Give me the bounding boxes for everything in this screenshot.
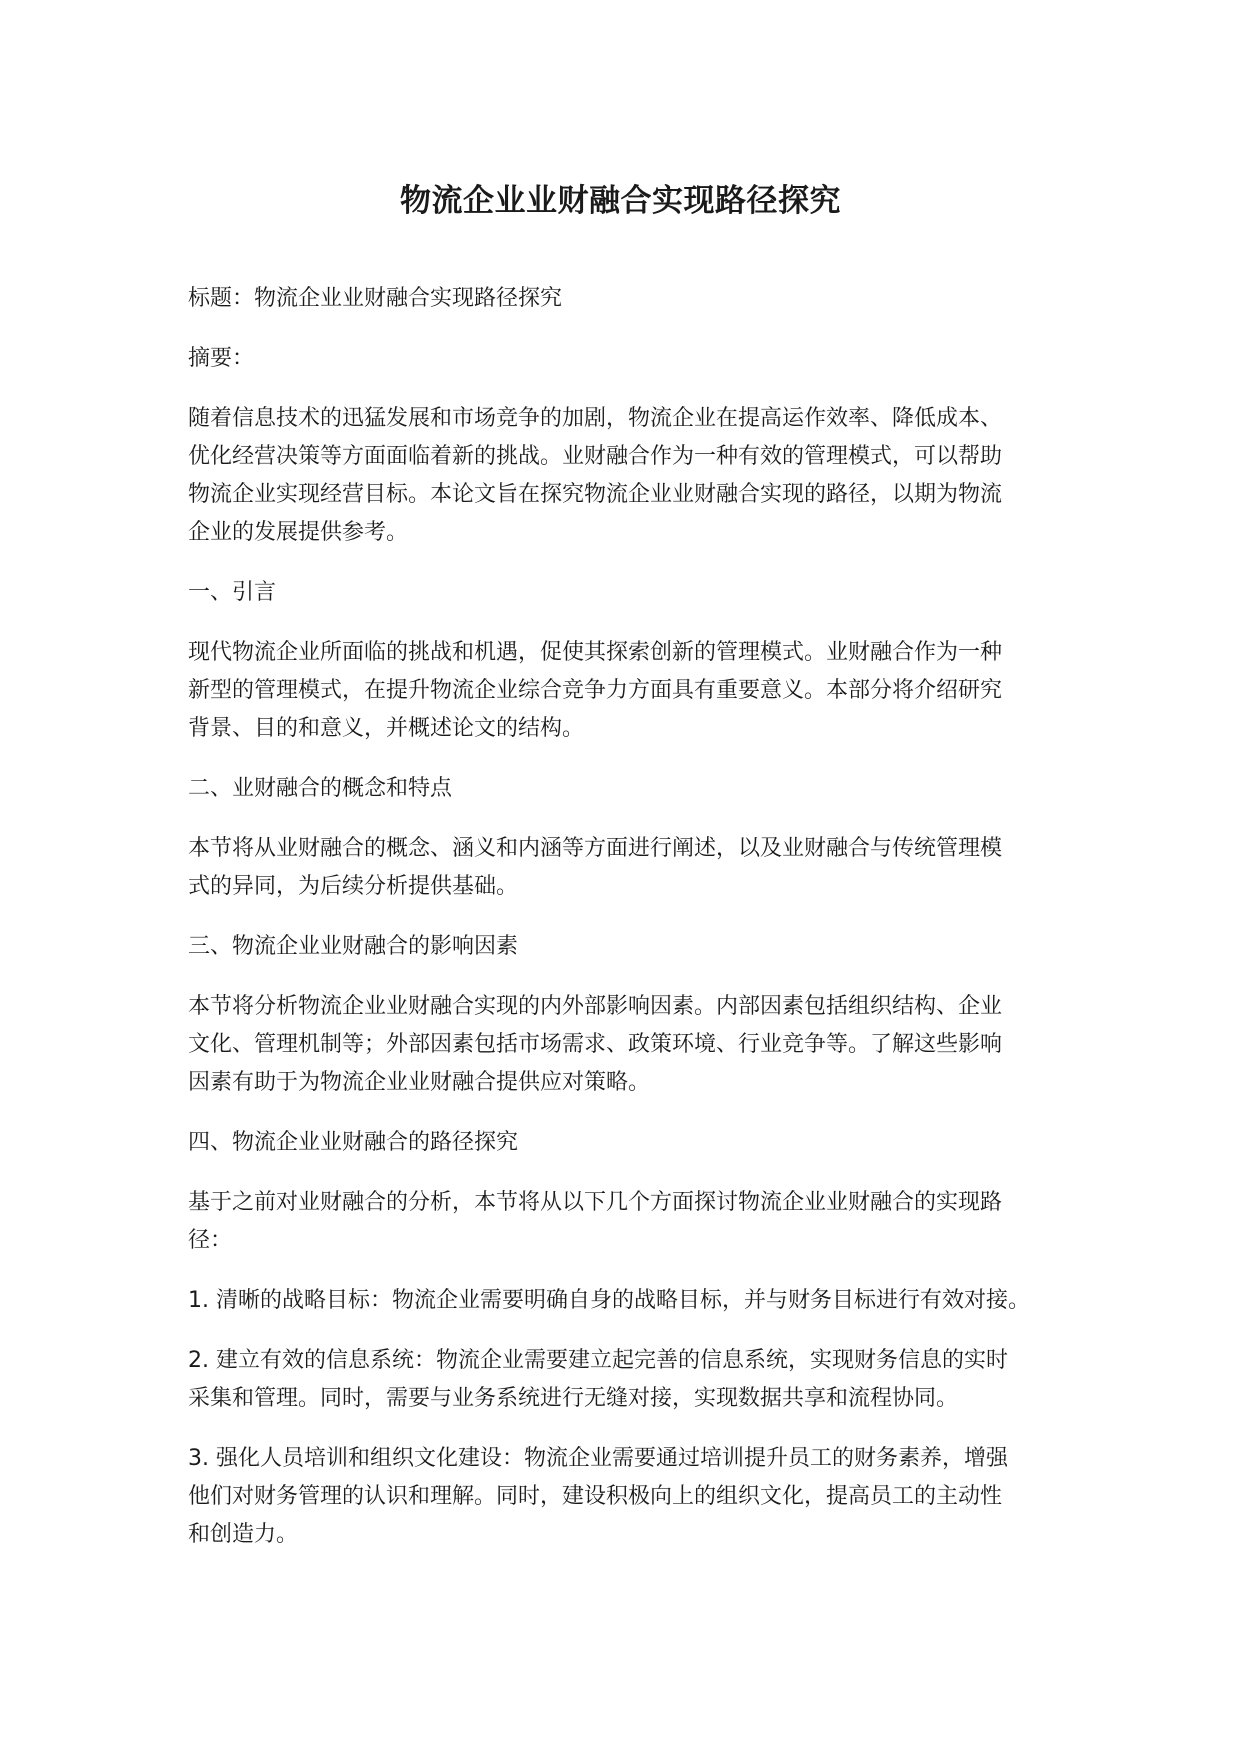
text-line: 本节将从业财融合的概念、涵义和内涵等方面进行阐述，以及业财融合与传统管理模 [188,836,1003,861]
paragraph [188,1342,1068,1418]
text-line: 式的异同，为后续分析提供基础。 [188,874,519,899]
paragraph [188,830,1068,906]
paragraph [188,400,1068,552]
text-line: 二、业财融合的概念和特点 [188,776,453,801]
paragraph [188,280,1068,318]
text-line: 基于之前对业财融合的分析，本节将从以下几个方面探讨物流企业业财融合的实现路 [188,1190,1003,1215]
text-line: 背景、目的和意义，并概述论文的结构。 [188,716,585,741]
paragraph [188,574,1068,612]
text-line: 一、引言 [188,580,277,605]
paragraph [188,1124,1068,1162]
paragraph [188,1282,1068,1320]
text-line: 新型的管理模式，在提升物流企业综合竞争力方面具有重要意义。本部分将介绍研究 [188,678,1003,703]
text-line: 文化、管理机制等；外部因素包括市场需求、政策环境、行业竞争等。了解这些影响 [188,1032,1003,1057]
text-line: 标题：物流企业业财融合实现路径探究 [188,286,563,311]
text-line: 3. 强化人员培训和组织文化建设：物流企业需要通过培训提升员工的财务素养，增强 [188,1446,1008,1471]
text-line: 采集和管理。同时，需要与业务系统进行无缝对接，实现数据共享和流程协同。 [188,1386,959,1411]
paragraph [188,770,1068,808]
paragraph [188,928,1068,966]
text-line: 物流企业实现经营目标。本论文旨在探究物流企业业财融合实现的路径，以期为物流 [188,482,1003,507]
text-line: 四、物流企业业财融合的路径探究 [188,1130,519,1155]
text-line: 和创造力。 [188,1522,299,1547]
paragraph [188,340,1068,378]
text-line: 三、物流企业业财融合的影响因素 [188,934,519,959]
text-line: 他们对财务管理的认识和理解。同时，建设积极向上的组织文化，提高员工的主动性 [188,1484,1003,1509]
document-body [188,280,1068,1576]
text-line: 优化经营决策等方面面临着新的挑战。业财融合作为一种有效的管理模式，可以帮助 [188,444,1003,469]
document-title: 物流企业业财融合实现路径探究 [400,183,841,219]
text-line: 摘要： [188,346,255,371]
text-line: 径： [188,1228,233,1253]
text-line: 本节将分析物流企业业财融合实现的内外部影响因素。内部因素包括组织结构、企业 [188,994,1003,1019]
text-line: 1. 清晰的战略目标：物流企业需要明确自身的战略目标，并与财务目标进行有效对接。 [188,1288,1030,1313]
text-line: 企业的发展提供参考。 [188,520,409,545]
text-line: 现代物流企业所面临的挑战和机遇，促使其探索创新的管理模式。业财融合作为一种 [188,640,1003,665]
paragraph [188,988,1068,1102]
paragraph [188,1440,1068,1554]
text-line: 2. 建立有效的信息系统：物流企业需要建立起完善的信息系统，实现财务信息的实时 [188,1348,1008,1373]
text-line: 因素有助于为物流企业业财融合提供应对策略。 [188,1070,651,1095]
text-line: 随着信息技术的迅猛发展和市场竞争的加剧，物流企业在提高运作效率、降低成本、 [188,406,1003,431]
paragraph [188,1184,1068,1260]
paragraph [188,634,1068,748]
